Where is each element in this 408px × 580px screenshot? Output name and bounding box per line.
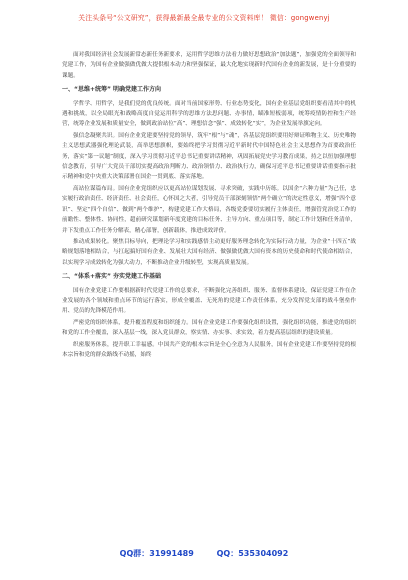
document-body xyxy=(62,50,356,361)
paragraph: 强信念凝聚共识。国有企业党建要坚持党的领导，筑牢“根”与“魂”，各基层党组织要用好辩证唯物主义、历史唯物主义思想武器强化理论武装，高举思想旗帜，要始终把学习贯彻习近平新时代中国特色社会主义思想作为首要政治任务，落实“第一议题”制度，深入学习贯彻习近平总书记重要讲话精神，巩固拓展党史学习教育成果，持之以恒加强理想信念教育，引导广大党员干部切实提高政治判断力、政治领悟力、政治执行力，确保习近平总书记重要讲话重要指示批示精神和党中央重大决策部署在国企一贯到底、落实落地。 xyxy=(62,132,356,181)
paragraph: 学哲学、用哲学，是我们党的优良传统。面对当前国家形势、行业态势变化，国有企业基层党组织要看清其中的机遇和挑战，以全局眼光和战略高度自觉运用科学的思维方法思问题、办事情，瞄准短板弱项，统筹疫情防控和生产经营，统筹企业发展和质量安全，做到政治站位“高”、理想信念“强”、成效转化“实”，为企业发展举旗定向。 xyxy=(62,100,356,128)
header-banner: 关注头条号“公文研究”，获得最新最全最专业的公文资料库！ 微信：gongwenyj xyxy=(78,14,330,22)
qq-group-text: QQ群：31991489 xyxy=(119,549,194,558)
footer xyxy=(0,548,408,559)
paragraph: 国有企业党建工作要根据新时代党建工作的总要求，不断强化完善组织、服务、监督体系建设，保证党建工作在企业发展的各个领域和重点环节的运行落实，形成全覆盖、无死角的党建工作责任体系，充分发挥党支部的战斗堡垒作用、党员的先锋模范作用。 xyxy=(62,287,356,315)
section-heading: 二、“体系+落实” 夯实党建工作基础 xyxy=(62,273,162,281)
paragraph: 高站位谋篇布局。国有企业党组织应以更高站位谋划发展、寻求突破，实践中历练。以国企“六种力量”为己任，忠实履行政治责任、经济责任、社会责任，心怀国之大者，引导党员干部深刻领悟“两个确立”的决定性意义，增强“四个意识”、坚定“四个自信”、做到“两个维护”，构建党建工作大格局，各级党委要切实履行主体责任，增强管党治党工作的前瞻性、整体性、协同性，超前研究谋划新年度党建的目标任务、主导方向、重点项目等，制定工作计划和任务清单，并下发重点工作任务分解表，精心部署，创新载体，推进成效评价。 xyxy=(62,185,356,234)
qq-text: QQ：535304092 xyxy=(216,549,289,558)
paragraph: 推动成果转化。聚焦目标导向，把理论学习和实践感悟主动更好服务理念转化为实际行动力量，为企业“十四五”战略规划落地相结合，与扛起搞好国有企业、发展壮大国有经济、做强做优做大国有资本的历史使命和时代使命相结合，以实现学习成效转化为强大动力，不断推动企业升级转型，实现高质量发展。 xyxy=(62,238,356,266)
paragraph: 面对我国经济社会发展新常态新任务新要求，运用哲学思维方法看力做好思想政治“加法题”，加强党的全面领导和党建工作，为国有企业做强做优做大提供根本动力和坚强保证，最大化地实现新时代国有企业的新发展，是十分重要的课题。 xyxy=(62,52,356,79)
paragraph: 织密服务体系，提升职工幸福感。中国共产党的根本宗旨是全心全意为人民服务，国有企业党建工作要坚持党的根本宗旨和党的群众路线不动摇，始终 xyxy=(62,341,356,358)
section-heading: 一、“思维+统筹” 明确党建工作方向 xyxy=(62,86,162,94)
paragraph: 严密党的组织体系，提升覆盖程度和组织能力。国有企业党建工作要强化组织设置，强化组织功能，推进党的组织和党的工作全覆盖，深入基层一线，深入党员群众，察实情、办实事、求实效，着力提高基层组织的建设质量。 xyxy=(62,319,356,337)
